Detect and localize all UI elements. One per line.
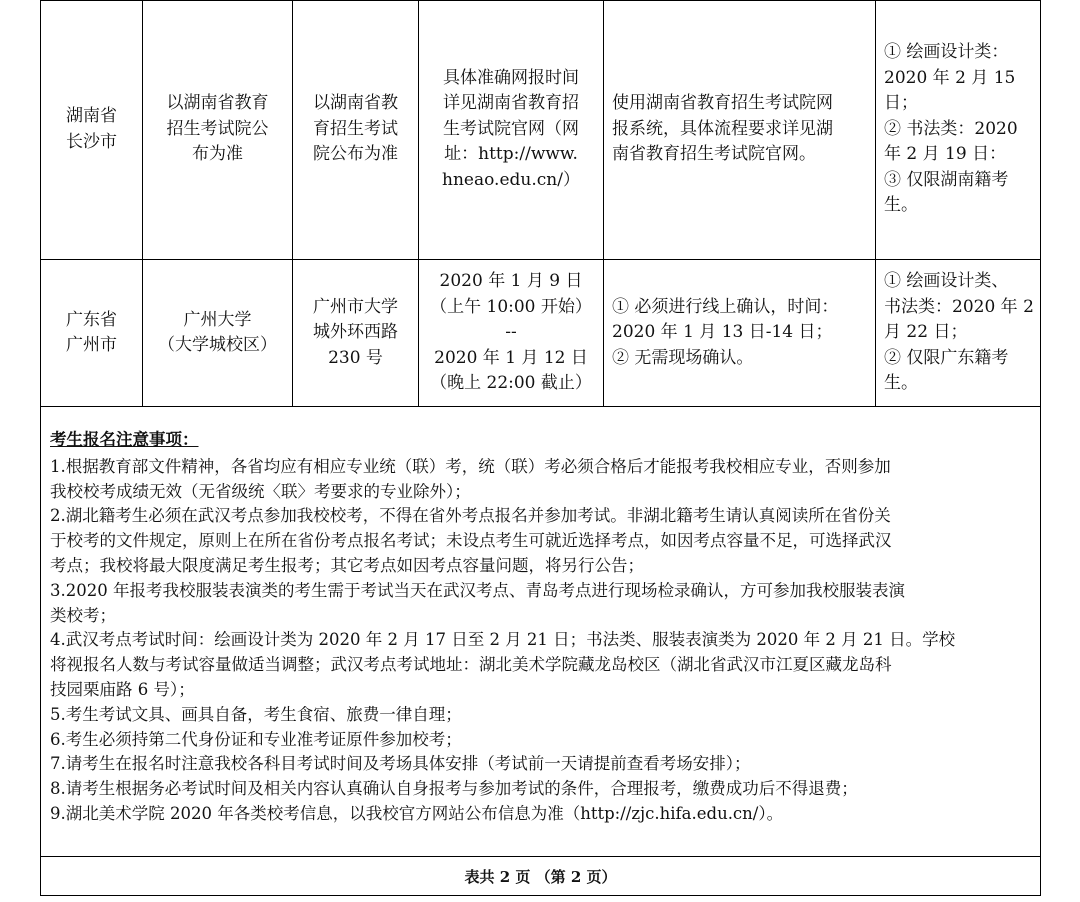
notice-item: 7.请考生在报名时注意我校各科目考试时间及考场具体安排（考试前一天请提前查看考场安排）；: [50, 754, 751, 774]
registration-notices: [50, 428, 1040, 827]
notice-item: 5.考生考试文具、画具自备，考生食宿、旅费一律自理；: [50, 704, 462, 724]
notice-item: 8.请考生根据务必考试时间及相关内容认真确认自身报考与参加考试的条件，合理报考，缴费成功后不得退费；: [50, 779, 858, 799]
registration-time-cell: 具体准确网报时间 详见湖南省教育招 生考试院官网（网 址：http://www. hneao.edu.cn/）: [442, 67, 580, 190]
notice-item: 2.湖北籍考生必须在武汉考点参加我校校考，不得在省外考点报名并参加考试。非湖北籍考生请认真阅读所在省份关 于校考的文件规定，原则上在所在省份考点报名考试；未设点考生可就近选择考点，如因考点容量不足，可选择武汉 考点；我校将最大限度满足考生报考；其它考点如因考点容量问题，将另行公告；: [50, 506, 892, 575]
notices-heading: 考生报名注意事项：: [50, 430, 199, 449]
registration-process-cell: ① 必须进行线上确认，时间： 2020 年 1 月 13 日-14 日； ② 无需现场确认。: [612, 296, 839, 368]
notice-item: 6.考生必须持第二代身份证和专业准考证原件参加校考；: [50, 729, 462, 749]
address-cell: 以湖南省教 育招生考试 院公布为准: [313, 93, 398, 165]
notice-item: 1.根据教育部文件精神，各省均应有相应专业统（联）考，统（联）考必须合格后才能报考我校相应专业，否则参加 我校校考成绩无效（无省级统〈联〉考要求的专业除外）；: [50, 456, 891, 501]
page-number-label: 表共 2 页 （第 2 页）: [464, 867, 617, 886]
notice-item: 3.2020 年报考我校服装表演类的考生需于考试当天在武汉考点、青岛考点进行现场检录确认，方可参加我校服装表演 类校考；: [50, 580, 905, 625]
venue-cell: 广州大学 （大学城校区）: [158, 309, 277, 355]
exam-notes-cell: ① 绘画设计类、 书法类：2020 年 2 月 22 日； ② 仅限广东籍考 生。: [884, 271, 1034, 394]
location-cell: 广东省 广州市: [66, 309, 117, 355]
registration-process-cell: 使用湖南省教育招生考试院网 报系统，具体流程要求详见湖 南省教育招生考试院官网。: [612, 93, 833, 165]
column-divider: [875, 0, 876, 406]
notice-item: 9.湖北美术学院 2020 年各类校考信息，以我校官方网站公布信息为准（http://zjc.hifa.edu.cn/）。: [50, 803, 784, 823]
notice-item: 4.武汉考点考试时间：绘画设计类为 2020 年 2 月 17 日至 2 月 21 日；书法类、服装表演类为 2020 年 2 月 21 日。学校 将视报名人数与考试容量做适当调整；武汉考点考试地址：湖北美术学院藏龙岛校区（湖北省武汉市江夏区藏龙岛科 技园栗庙路 6 号）；: [50, 630, 956, 699]
venue-cell: 以湖南省教育 招生考试院公 布为准: [166, 93, 269, 165]
column-divider: [603, 0, 604, 406]
exam-notes-cell: ① 绘画设计类： 2020 年 2 月 15 日； ② 书法类：2020 年 2 月 19 日： ③ 仅限湖南籍考 生。: [884, 42, 1018, 216]
row-divider: [40, 406, 1041, 407]
registration-time-cell: 2020 年 1 月 9 日 （上午 10:00 开始） -- 2020 年 1 月 12 日 （晚上 22:00 截止）: [430, 271, 592, 394]
location-cell: 湖南省 长沙市: [66, 106, 117, 152]
page-footer: [40, 856, 1041, 896]
address-cell: 广州市大学 城外环西路 230 号: [313, 296, 398, 368]
